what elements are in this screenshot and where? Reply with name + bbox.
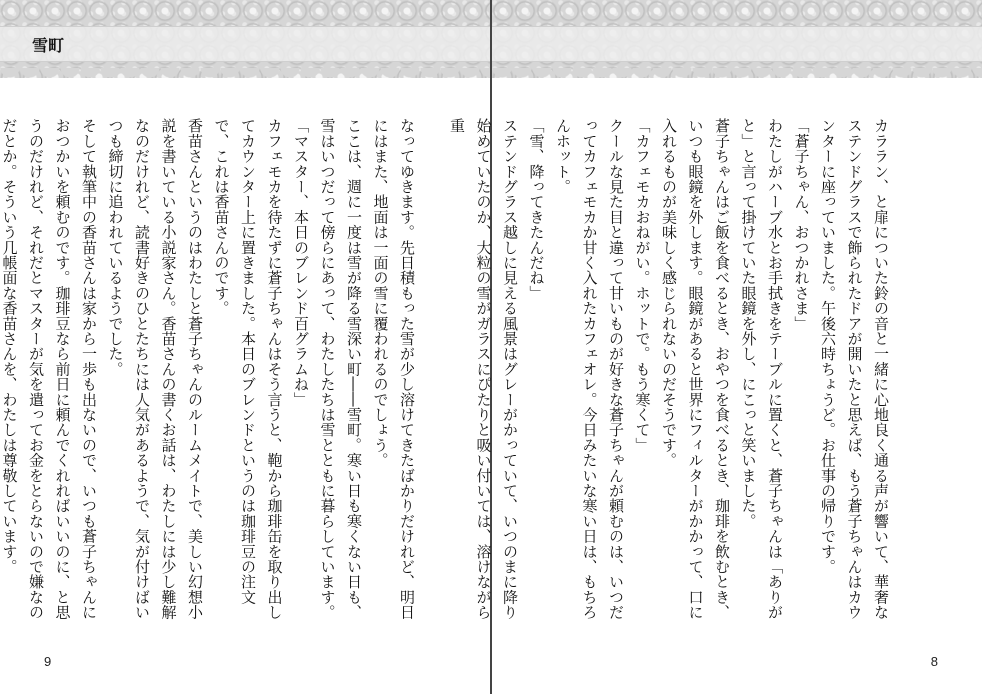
paragraph: なってゆきます。先日積もった雪が少し溶けてきたばかりだけれど、明日にはまた、地面は一面の雪に覆われるのでしょう。 <box>371 118 416 620</box>
right-page <box>448 0 982 694</box>
header-band <box>492 26 982 62</box>
paragraph: クールな見た目と違って甘いものが好きな蒼子ちゃんが頼むのは、いつだってカフェモカか甘く入れたカフェオレ。今日みたいな寒い日は、もちろんホット。 <box>554 118 625 620</box>
paragraph: ここは、週に一度は雪が降る雪深い町――雪町。寒い日も寒くない日も、雪はいつだって傍らにあって、わたしたちは雪とともに暮らしています。 <box>318 118 363 620</box>
paragraph: 「マスター、本日のブレンド百グラムね」 <box>292 118 310 407</box>
paragraph: ステンドグラス越しに見える風景はグレーがかっていて、いつのまに降り始めていたのか、大粒の雪がガラスにぴたりと吸い付いては、溶けながら重 <box>448 118 519 620</box>
paragraph: 香苗さんというのはわたしと蒼子ちゃんのルームメイトで、美しい幻想小説を書いている小説家さん。香苗さんの書くお話は、わたしには少し難解なのだけれど、読書好きのひとたちには人気があるようで、気が付けばいつも締切に追われているようでした。 <box>106 118 204 620</box>
header-band <box>0 26 490 62</box>
paragraph: そして執筆中の香苗さんは家から一歩も出ないので、いつも蒼子ちゃんにおつかいを頼むのです。珈琲豆なら前日に頼んでくれればいいのに、と思うのだけれど、それだとマスターが気を遣ってお金をとらないので嫌なのだとか。そういう几帳面な香苗さんを、わたしは尊敬しています。 <box>0 118 98 620</box>
page-number: 9 <box>44 654 52 669</box>
paragraph: カフェモカを待たずに蒼子ちゃんはそう言うと、鞄から珈琲缶を取り出してカウンター上に置きました。本日のブレンドというのは珈琲豆の注文で、これは香苗さんのです。 <box>212 118 284 620</box>
page-number: 8 <box>930 654 938 669</box>
body-text <box>0 118 420 626</box>
chapter-title: 雪町 <box>32 36 65 55</box>
paragraph: 「雪、降ってきたんだね」 <box>527 118 546 301</box>
paragraph: カララン、と扉についた鈴の音と一緒に心地良く通る声が響いて、華奢なステンドグラスで飾られたドアが開いたと思えば、もう蒼子ちゃんはカウンターに座っていました。午後六時ちょうど。お仕事の帰りです。 <box>819 118 890 620</box>
paragraph: わたしがハーブ水とお手拭きをテーブルに置くと、蒼子ちゃんは「ありがと」と言って掛けていた眼鏡を外し、にこっと笑いました。 <box>739 118 784 620</box>
paragraph: 「カフェモカおねがい。ホットで。もう寒くて」 <box>633 118 652 453</box>
left-page <box>0 0 490 694</box>
paragraph: 「蒼子ちゃん、おつかれさま」 <box>792 118 811 331</box>
body-text <box>448 118 894 626</box>
paragraph: 蒼子ちゃんはご飯を食べるとき、おやつを食べるとき、珈琲を飲むとき、いつも眼鏡を外します。眼鏡があると世界にフィルターがかかって、口に入れるものが美味しく感じられないのだそうです。 <box>660 118 731 620</box>
